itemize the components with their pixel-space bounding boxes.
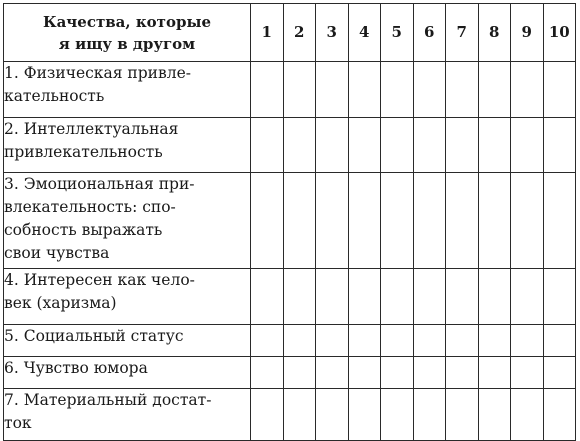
rating-cell[interactable] [381, 62, 414, 118]
rating-cell[interactable] [446, 269, 479, 325]
rating-cell[interactable] [413, 357, 446, 389]
rating-cell[interactable] [381, 269, 414, 325]
quality-label: 4. Интересен как чело- век (харизма) [4, 269, 251, 325]
rating-cell[interactable] [316, 389, 349, 441]
table-row [4, 389, 576, 441]
rating-cell[interactable] [251, 118, 284, 173]
table-row [4, 173, 576, 269]
rating-cell[interactable] [446, 357, 479, 389]
rating-sheet [3, 3, 576, 441]
rating-cell[interactable] [543, 325, 576, 357]
rating-cell[interactable] [251, 325, 284, 357]
rating-cell[interactable] [478, 269, 511, 325]
rating-cell[interactable] [283, 357, 316, 389]
rating-cell[interactable] [511, 357, 544, 389]
rating-cell[interactable] [511, 62, 544, 118]
rating-cell[interactable] [511, 173, 544, 269]
rating-cell[interactable] [543, 118, 576, 173]
rating-cell[interactable] [543, 389, 576, 441]
scale-header-10: 10 [543, 4, 576, 62]
rating-cell[interactable] [316, 118, 349, 173]
rating-cell[interactable] [413, 118, 446, 173]
rating-cell[interactable] [348, 173, 381, 269]
rating-cell[interactable] [251, 269, 284, 325]
rating-cell[interactable] [413, 62, 446, 118]
rating-cell[interactable] [348, 118, 381, 173]
table-row [4, 357, 576, 389]
rating-cell[interactable] [316, 269, 349, 325]
rating-cell[interactable] [348, 389, 381, 441]
table-row [4, 118, 576, 173]
scale-header-2: 2 [283, 4, 316, 62]
rating-cell[interactable] [283, 62, 316, 118]
rating-cell[interactable] [478, 325, 511, 357]
rating-cell[interactable] [381, 325, 414, 357]
rating-cell[interactable] [283, 389, 316, 441]
rating-cell[interactable] [316, 62, 349, 118]
rating-cell[interactable] [348, 357, 381, 389]
rating-cell[interactable] [478, 389, 511, 441]
rating-cell[interactable] [251, 389, 284, 441]
quality-label: 6. Чувство юмора [4, 357, 251, 389]
rating-cell[interactable] [316, 357, 349, 389]
rating-cell[interactable] [413, 173, 446, 269]
rating-cell[interactable] [543, 62, 576, 118]
rating-cell[interactable] [413, 389, 446, 441]
table-row [4, 62, 576, 118]
header-row [4, 4, 576, 62]
table-row [4, 269, 576, 325]
scale-header-6: 6 [413, 4, 446, 62]
rating-cell[interactable] [446, 173, 479, 269]
rating-cell[interactable] [543, 173, 576, 269]
rating-cell[interactable] [316, 173, 349, 269]
rating-cell[interactable] [478, 173, 511, 269]
rating-cell[interactable] [446, 325, 479, 357]
quality-label: 2. Интеллектуальная привлекательность [4, 118, 251, 173]
rating-cell[interactable] [348, 269, 381, 325]
rating-cell[interactable] [511, 325, 544, 357]
quality-label: 5. Социальный статус [4, 325, 251, 357]
scale-header-7: 7 [446, 4, 479, 62]
qualities-rating-table [3, 3, 576, 441]
rating-cell[interactable] [446, 389, 479, 441]
rating-cell[interactable] [478, 62, 511, 118]
rating-cell[interactable] [381, 118, 414, 173]
rating-cell[interactable] [251, 62, 284, 118]
rating-cell[interactable] [511, 269, 544, 325]
quality-label: 1. Физическая привле- кательность [4, 62, 251, 118]
rating-cell[interactable] [283, 173, 316, 269]
rating-cell[interactable] [381, 173, 414, 269]
rating-cell[interactable] [543, 269, 576, 325]
rating-cell[interactable] [251, 173, 284, 269]
scale-header-9: 9 [511, 4, 544, 62]
quality-label: 3. Эмоциональная при- влекательность: спо- собность выражать свои чувства [4, 173, 251, 269]
rating-cell[interactable] [348, 325, 381, 357]
scale-header-3: 3 [316, 4, 349, 62]
rating-cell[interactable] [251, 357, 284, 389]
scale-header-5: 5 [381, 4, 414, 62]
rating-cell[interactable] [283, 269, 316, 325]
table-row [4, 325, 576, 357]
rating-cell[interactable] [381, 357, 414, 389]
rating-cell[interactable] [413, 269, 446, 325]
scale-header-8: 8 [478, 4, 511, 62]
scale-header-1: 1 [251, 4, 284, 62]
rating-cell[interactable] [348, 62, 381, 118]
scale-header-4: 4 [348, 4, 381, 62]
rating-cell[interactable] [446, 118, 479, 173]
qualities-column-header: Качества, которые я ищу в другом [4, 4, 251, 62]
rating-cell[interactable] [478, 357, 511, 389]
quality-label: 7. Материальный достат- ток [4, 389, 251, 441]
rating-cell[interactable] [478, 118, 511, 173]
rating-cell[interactable] [511, 389, 544, 441]
rating-cell[interactable] [543, 357, 576, 389]
rating-cell[interactable] [283, 118, 316, 173]
rating-cell[interactable] [283, 325, 316, 357]
rating-cell[interactable] [413, 325, 446, 357]
rating-cell[interactable] [316, 325, 349, 357]
rating-cell[interactable] [511, 118, 544, 173]
rating-cell[interactable] [381, 389, 414, 441]
rating-cell[interactable] [446, 62, 479, 118]
